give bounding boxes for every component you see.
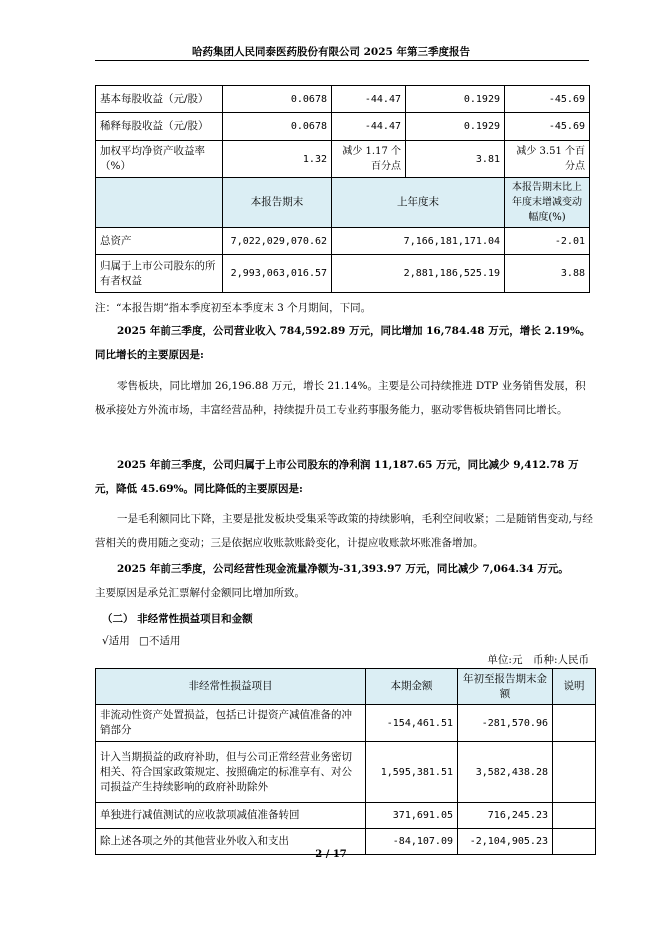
desc-cell xyxy=(553,803,596,829)
table-row xyxy=(96,228,590,255)
cell-value: 7,166,181,171.04 xyxy=(332,228,505,255)
cell-value: -84,107.09 xyxy=(366,829,458,855)
cell-value: 2,881,186,525.19 xyxy=(332,255,505,293)
item-cell: 计入当期损益的政府补助，但与公司正常经营业务密切相关、符合国家政策规定、按照确定的标准享有、对公司损益产生持续影响的政府补助除外 xyxy=(96,742,366,803)
cell-value: -44.47 xyxy=(332,113,406,141)
unit-line: 单位:元 币种:人民币 xyxy=(487,654,589,666)
cell-value: 3.88 xyxy=(505,255,590,293)
revenue-paragraph: 2025 年前三季度，公司营业收入 784,592.89 万元，同比增加 16,784.48 万元，增长 2.19%。同比增长的主要原因是: xyxy=(95,325,591,361)
profit-paragraph: 2025 年前三季度，公司归属于上市公司股东的净利润 11,187.65 万元，同比减少 9,412.78 万元，降低 45.69%。同比降低的主要原因是: xyxy=(95,459,579,495)
table-row xyxy=(96,113,590,141)
not-applicable-option: □不适用 xyxy=(139,635,181,647)
cell-value: 2,993,063,016.57 xyxy=(223,255,332,293)
cell-value: -45.69 xyxy=(505,86,590,113)
table-note: 注：“本报告期”指本季度初至本季度末 3 个月期间，下同。 xyxy=(95,302,372,314)
cashflow-reason-paragraph: 主要原因是承兑汇票解付金额同比增加所致。 xyxy=(95,587,305,599)
cell-value: 371,691.05 xyxy=(366,803,458,829)
column-header: 年初至报告期末金额 xyxy=(458,669,553,705)
cell-value: 0.0678 xyxy=(223,86,332,113)
column-header: 本期金额 xyxy=(366,669,458,705)
report-header: 哈药集团人民同泰医药股份有限公司 2025 年第三季度报告 xyxy=(191,46,471,58)
applicable-option: √适用 xyxy=(102,635,130,647)
row-label: 稀释每股收益（元/股） xyxy=(96,113,223,141)
cell-value: 0.1929 xyxy=(406,86,505,113)
column-header: 非经常性损益项目 xyxy=(96,669,366,705)
cell-value: -281,570.96 xyxy=(458,705,553,742)
indicator-table xyxy=(95,85,590,293)
applicability-options xyxy=(102,633,180,648)
column-header: 上年度末 xyxy=(332,178,505,228)
item-cell: 非流动性资产处置损益，包括已计提资产减值准备的冲销部分 xyxy=(96,705,366,742)
blank-header-cell xyxy=(96,178,223,228)
desc-cell xyxy=(553,742,596,803)
cell-value: 7,022,029,070.62 xyxy=(223,228,332,255)
cell-value: -44.47 xyxy=(332,86,406,113)
row-label: 加权平均净资产收益率（%） xyxy=(96,141,223,178)
cell-value: 0.1929 xyxy=(406,113,505,141)
table-row xyxy=(96,742,596,803)
cashflow-paragraph: 2025 年前三季度，公司经营性现金流量净额为-31,393.97 万元，同比减少 7,064.34 万元。 xyxy=(117,563,569,575)
cell-value: 0.0678 xyxy=(223,113,332,141)
section-title: （二） 非经常性损益项目和金额 xyxy=(102,613,253,625)
cell-value: 3,582,438.28 xyxy=(458,742,553,803)
item-cell: 除上述各项之外的其他营业外收入和支出 xyxy=(96,829,366,855)
cell-value: 716,245.23 xyxy=(458,803,553,829)
cell-value: -45.69 xyxy=(505,113,590,141)
column-header: 本报告期末比上年度末增减变动幅度(%) xyxy=(505,178,590,228)
row-label: 基本每股收益（元/股） xyxy=(96,86,223,113)
column-header: 说明 xyxy=(553,669,596,705)
table-header-row xyxy=(96,669,596,705)
cell-value: -2.01 xyxy=(505,228,590,255)
cell-value: 1,595,381.51 xyxy=(366,742,458,803)
cell-value: 3.81 xyxy=(406,141,505,178)
page-number: 2 / 17 xyxy=(315,849,347,860)
desc-cell xyxy=(553,705,596,742)
retail-paragraph: 零售板块，同比增加 26,196.88 万元，增长 21.14%。主要是公司持续推进 DTP 业务销售发展，积极承接处方外流市场，丰富经营品种，持续提升员工专业药事服务能力，驱动零售板块销售同比增长。 xyxy=(95,380,586,416)
cell-value: -154,461.51 xyxy=(366,705,458,742)
table-row xyxy=(96,705,596,742)
cell-value: 减少 1.17 个百分点 xyxy=(332,141,406,178)
row-label: 归属于上市公司股东的所有者权益 xyxy=(96,255,223,293)
table-row xyxy=(96,86,590,113)
column-header: 本报告期末 xyxy=(223,178,332,228)
non-recurring-table xyxy=(95,668,596,855)
profit-reason-paragraph: 一是毛利额同比下降，主要是批发板块受集采等政策的持续影响，毛利空间收紧；二是随销售变动,与经营相关的费用随之变动；三是依据应收账款账龄变化，计提应收账款坏账准备增加。 xyxy=(95,513,593,549)
table-row xyxy=(96,141,590,178)
row-label: 总资产 xyxy=(96,228,223,255)
item-cell: 单独进行减值测试的应收款项减值准备转回 xyxy=(96,803,366,829)
cell-value: -2,104,905.23 xyxy=(458,829,553,855)
table-subheader-row xyxy=(96,178,590,228)
cell-value: 1.32 xyxy=(223,141,332,178)
header-rule xyxy=(95,60,589,61)
cell-value: 减少 3.51 个百分点 xyxy=(505,141,590,178)
table-row xyxy=(96,255,590,293)
table-row xyxy=(96,803,596,829)
